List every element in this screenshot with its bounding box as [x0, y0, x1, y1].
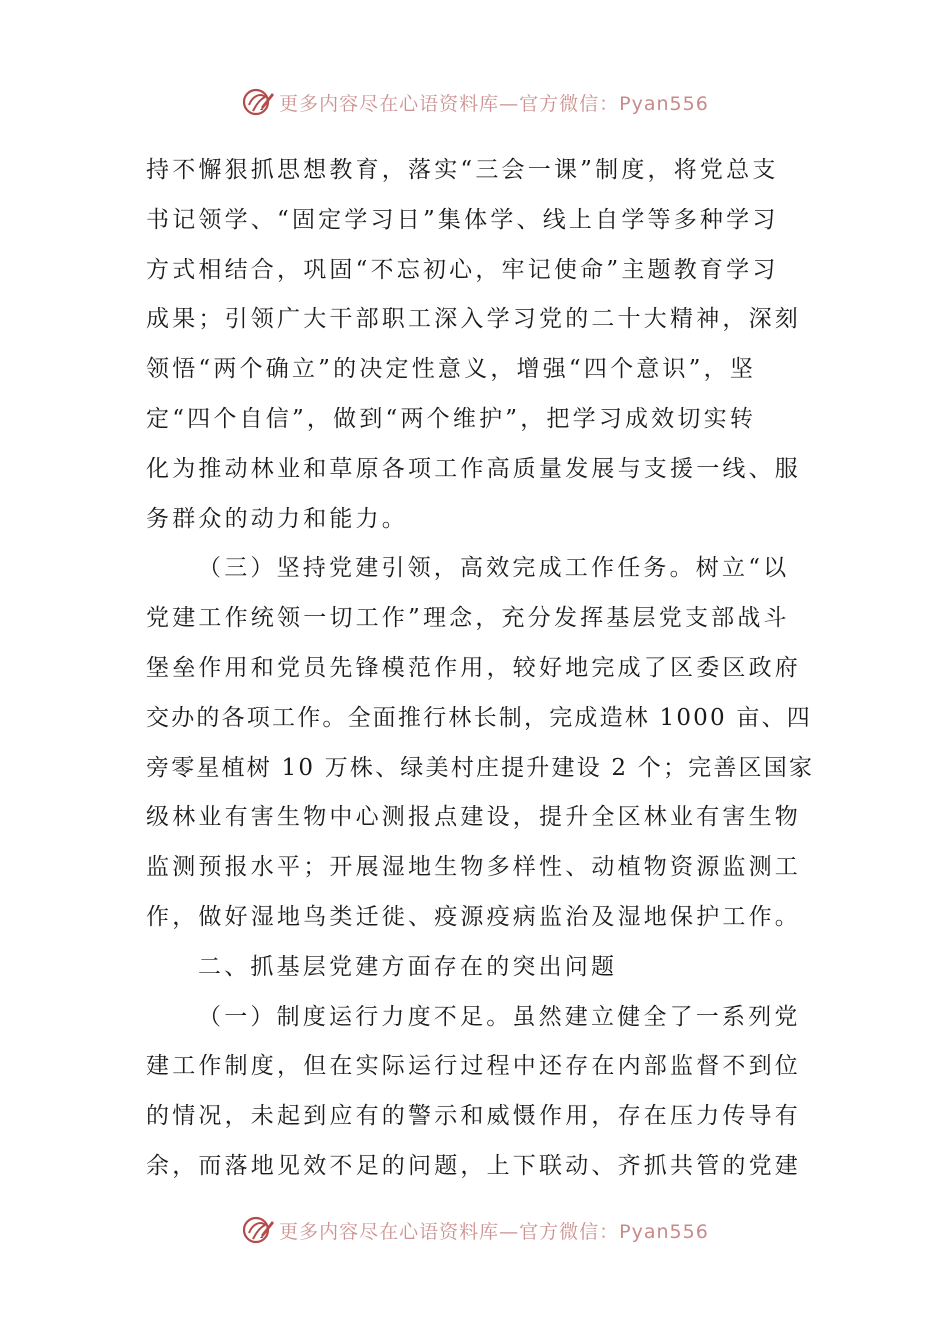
text-line: 余，而落地见效不足的问题，上下联动、齐抓共管的党建: [146, 1152, 801, 1179]
wechat-id: Pyan556: [619, 92, 709, 115]
text-line: 的情况，未起到应有的警示和威慑作用，存在压力传导有: [146, 1103, 801, 1130]
watermark-text: 更多内容尽在心语资料库—官方微信：Pyan556: [279, 92, 709, 115]
text-line: 党建工作统领一切工作”理念，充分发挥基层党支部战斗: [146, 605, 790, 632]
text-line: 方式相结合，巩固“不忘初心，牢记使命”主题教育学习: [146, 256, 779, 283]
text-line: 化为推动林业和草原各项工作高质量发展与支援一线、服: [146, 455, 801, 482]
text-line: 堡垒作用和党员先锋模范作用，较好地完成了区委区政府: [146, 654, 801, 681]
paragraph-heading-3: （三）坚持党建引领，高效完成工作任务。树立“以: [198, 555, 790, 582]
text-line: 监测预报水平；开展湿地生物多样性、动植物资源监测工: [146, 854, 801, 881]
text-line: 成果；引领广大干部职工深入学习党的二十大精神，深刻: [146, 306, 801, 333]
text-line: 书记领学、“固定学习日”集体学、线上自学等多种学习: [146, 206, 779, 233]
watermark-text: 更多内容尽在心语资料库—官方微信：Pyan556: [279, 1220, 709, 1243]
text-line: 定“四个自信”，做到“两个维护”，把学习成效切实转: [146, 405, 757, 432]
document-body: [146, 146, 815, 1192]
text-line: 领悟“两个确立”的决定性意义，增强“四个意识”，坚: [146, 356, 757, 383]
pen-swirl-icon: [241, 1213, 275, 1247]
text-line: 作，做好湿地鸟类迁徙、疫源疫病监治及湿地保护工作。: [146, 903, 801, 930]
text-line: 交办的各项工作。全面推行林长制，完成造林 1000 亩、四: [146, 704, 812, 731]
wechat-id: Pyan556: [619, 1220, 709, 1243]
pen-swirl-icon: [241, 85, 275, 119]
text-line: 务群众的动力和能力。: [146, 505, 408, 532]
text-line: 建工作制度，但在实际运行过程中还存在内部监督不到位: [146, 1053, 801, 1080]
text-line: 级林业有害生物中心测报点建设，提升全区林业有害生物: [146, 804, 801, 831]
text-line: 旁零星植树 10 万株、绿美村庄提升建设 2 个；完善区国家: [146, 754, 815, 781]
text-line: 持不懈狠抓思想教育，落实“三会一课”制度，将党总支: [146, 157, 779, 183]
section-heading-2: 二、抓基层党建方面存在的突出问题: [198, 953, 618, 980]
watermark-banner-bottom: [0, 1210, 950, 1250]
watermark-banner-top: [0, 82, 950, 122]
paragraph-heading-1: （一）制度运行力度不足。虽然建立健全了一系列党: [198, 1003, 801, 1030]
